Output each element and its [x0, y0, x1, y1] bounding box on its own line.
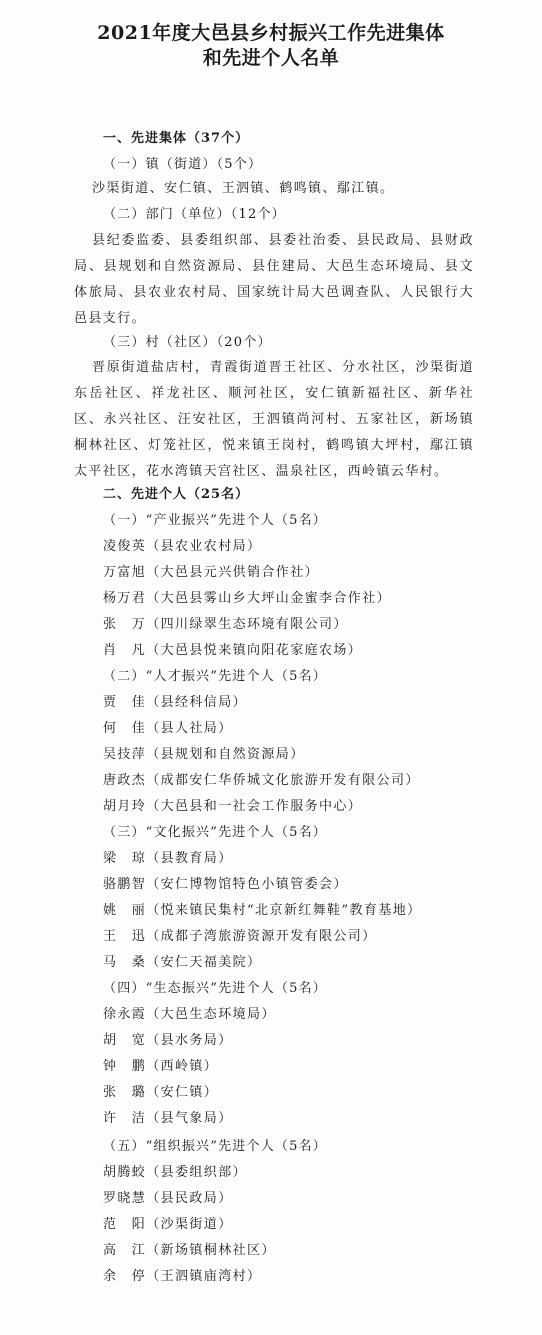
person-entry: 贾 佳（县经科信局）: [103, 695, 248, 710]
paragraph-villages: 晋原街道盐店村，青霞街道晋王社区、分水社区，沙渠街道东岳社区、祥龙社区、顺河社区，安仁镇新福社区、新华社区、永兴社区、汪安社区，王泗镇尚河村、五家社区，新场镇桐林社区、灯笼社区，悦来镇王岗村，鹤鸣镇大坪村，鄢江镇太平社区，花水湾镇天宫社区、温泉社区，西岭镇云华村。: [74, 360, 474, 479]
person-entry: 罗晓慧（县民政局）: [103, 1191, 233, 1206]
person-entry: 肖 凡（大邑县悦来镇向阳花家庭农场）: [103, 643, 363, 658]
person-entry: 骆鹏智（安仁博物馆特色小镇管委会）: [103, 877, 348, 892]
person-entry: 杨万君（大邑县雾山乡大坪山金蜜李合作社）: [103, 591, 392, 606]
person-entry: 姚 丽（悦来镇民集村“北京新红舞鞋”教育基地）: [103, 903, 422, 918]
person-entry: 范 阳（沙渠街道）: [103, 1217, 233, 1232]
person-entry: 梁 琼（县教育局）: [103, 851, 233, 866]
person-entry: 胡腾蛟（县委组织部）: [103, 1165, 248, 1180]
subsection-heading-villages: （三）村（社区）（20个）: [103, 335, 272, 350]
section-heading-collectives: 一、先进集体（37个）: [103, 131, 250, 146]
paragraph-departments: 县纪委监委、县委组织部、县委社治委、县民政局、县财政局、县规划和自然资源局、县住建局、大邑生态环境局、县文体旅局、县农业农村局、国家统计局大邑调查队、人民银行大邑县支行。: [74, 233, 474, 326]
person-entry: 吴技萍（县规划和自然资源局）: [103, 747, 305, 762]
person-entry: 余 停（王泗镇庙湾村）: [103, 1269, 262, 1284]
person-entry: 许 洁（县气象局）: [103, 1111, 233, 1126]
subsection-heading-industry: （一）“产业振兴”先进个人（5名）: [103, 513, 327, 528]
person-entry: 高 江（新场镇桐林社区）: [103, 1243, 276, 1258]
subsection-heading-ecology: （四）“生态振兴”先进个人（5名）: [103, 981, 327, 996]
person-entry: 胡 宽（县水务局）: [103, 1033, 233, 1048]
person-entry: 张 万（四川绿翠生态环境有限公司）: [103, 617, 348, 632]
paragraph-towns: 沙渠街道、安仁镇、王泗镇、鹤鸣镇、鄢江镇。: [92, 181, 395, 196]
subsection-heading-towns: （一）镇（街道）（5个）: [103, 157, 263, 172]
subsection-heading-organization: （五）“组织振兴”先进个人（5名）: [103, 1139, 327, 1154]
section-heading-individuals: 二、先进个人（25名）: [103, 487, 250, 502]
document-title-line-2: 和先进个人名单: [202, 47, 340, 69]
person-entry: 王 迅（成都子湾旅游资源开发有限公司）: [103, 929, 377, 944]
person-entry: 万富旭（大邑县元兴供销合作社）: [103, 565, 320, 580]
person-entry: 张 璐（安仁镇）: [103, 1085, 219, 1100]
person-entry: 唐政杰（成都安仁华侨城文化旅游开发有限公司）: [103, 773, 420, 788]
subsection-heading-departments: （二）部门（单位）（12个）: [103, 207, 286, 222]
person-entry: 凌俊英（县农业农村局）: [103, 539, 262, 554]
person-entry: 胡月玲（大邑县和一社会工作服务中心）: [103, 799, 363, 814]
person-entry: 马 桑（安仁天福美院）: [103, 955, 262, 970]
person-entry: 徐永霞（大邑生态环境局）: [103, 1007, 276, 1022]
subsection-heading-culture: （三）“文化振兴”先进个人（5名）: [103, 825, 327, 840]
document-title-line-1: 2021年度大邑县乡村振兴工作先进集体: [97, 22, 445, 44]
subsection-heading-talent: （二）“人才振兴”先进个人（5名）: [103, 669, 327, 684]
person-entry: 何 佳（县人社局）: [103, 721, 233, 736]
person-entry: 钟 鹏（西岭镇）: [103, 1059, 219, 1074]
